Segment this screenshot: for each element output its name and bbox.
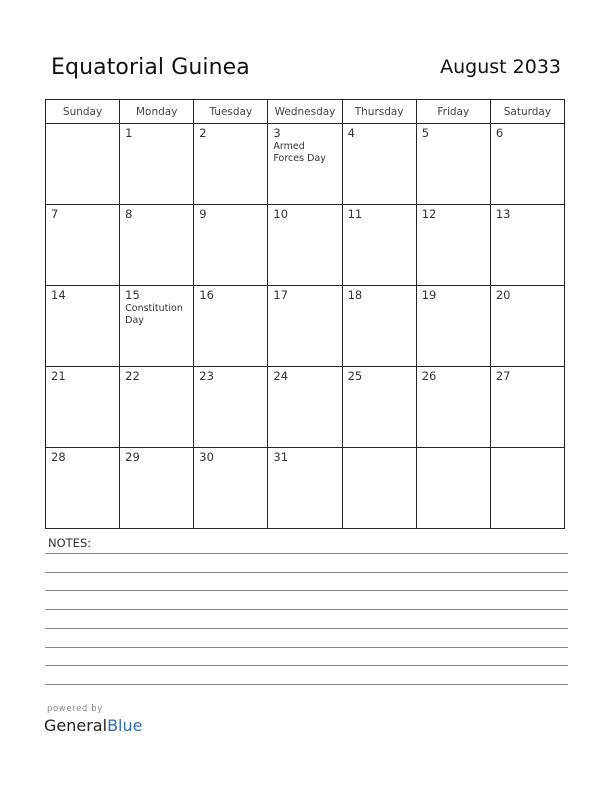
calendar-day-cell [194, 124, 268, 205]
calendar-day-cell [490, 286, 564, 367]
day-number: 23 [199, 369, 214, 383]
weekday-header-sunday: Sunday [46, 100, 120, 124]
day-number: 10 [273, 207, 289, 221]
calendar-day-cell [120, 448, 194, 529]
calendar-day-cell [342, 448, 416, 529]
day-number: 27 [495, 369, 511, 383]
day-number: 8 [125, 207, 133, 221]
calendar-month-title: August 2033 [440, 56, 561, 78]
calendar-country-title: Equatorial Guinea [51, 55, 250, 80]
holiday-label: Constitution Day [125, 303, 183, 326]
powered-by-text: powered by [47, 704, 103, 714]
calendar-day-cell [46, 205, 120, 286]
calendar-week-row [46, 286, 565, 367]
calendar-day-cell [416, 448, 490, 529]
notes-line [45, 647, 568, 648]
day-number: 24 [273, 369, 289, 383]
calendar-day-cell [268, 286, 342, 367]
calendar-day-cell [490, 367, 564, 448]
calendar-day-cell [120, 286, 194, 367]
calendar-week-row [46, 124, 565, 205]
day-number: 4 [347, 126, 355, 140]
day-number: 13 [495, 207, 511, 221]
day-number: 20 [495, 288, 511, 302]
day-number: 31 [273, 450, 289, 464]
day-number: 15 [125, 288, 140, 302]
day-number: 17 [273, 288, 289, 302]
calendar-day-cell [194, 286, 268, 367]
day-number: 26 [421, 369, 437, 383]
calendar-day-cell [46, 124, 120, 205]
weekday-header-saturday: Saturday [490, 100, 564, 124]
day-number: 9 [199, 207, 207, 221]
notes-line [45, 572, 568, 573]
notes-label: NOTES: [48, 536, 92, 550]
calendar-day-cell [120, 205, 194, 286]
day-number: 18 [347, 288, 363, 302]
holiday-label: Armed Forces Day [273, 141, 326, 164]
calendar-day-cell [194, 448, 268, 529]
calendar-day-cell [490, 448, 564, 529]
weekday-header-tuesday: Tuesday [194, 100, 268, 124]
calendar-day-cell [120, 367, 194, 448]
calendar-day-cell [416, 124, 490, 205]
calendar-day-cell [120, 124, 194, 205]
calendar-day-cell [46, 286, 120, 367]
calendar-day-cell [268, 448, 342, 529]
calendar-day-cell [268, 124, 342, 205]
day-number: 5 [421, 126, 430, 140]
calendar-day-cell [342, 124, 416, 205]
day-number: 16 [199, 288, 214, 302]
calendar-day-cell [194, 367, 268, 448]
generalblue-logo [44, 716, 142, 735]
day-number: 11 [347, 207, 363, 221]
calendar-body [46, 124, 565, 529]
day-number: 1 [125, 126, 133, 140]
notes-line [45, 628, 568, 629]
weekday-header-wednesday: Wednesday [268, 100, 342, 124]
calendar-day-cell [268, 367, 342, 448]
calendar-week-row [46, 367, 565, 448]
notes-line [45, 684, 568, 685]
day-number: 21 [51, 369, 66, 383]
calendar-day-cell [194, 205, 268, 286]
day-number: 30 [199, 450, 214, 464]
weekday-header-thursday: Thursday [342, 100, 416, 124]
day-number: 25 [347, 369, 363, 383]
day-number: 28 [51, 450, 66, 464]
calendar-day-cell [342, 205, 416, 286]
day-number: 12 [421, 207, 437, 221]
calendar-day-cell [268, 205, 342, 286]
calendar-day-cell [342, 286, 416, 367]
day-number: 3 [273, 126, 281, 140]
weekday-header-friday: Friday [416, 100, 490, 124]
notes-line [45, 609, 568, 610]
calendar-day-cell [416, 367, 490, 448]
weekday-header-monday: Monday [120, 100, 194, 124]
calendar-day-cell [46, 367, 120, 448]
calendar-week-row [46, 448, 565, 529]
day-number: 29 [125, 450, 140, 464]
notes-line [45, 553, 568, 554]
notes-line [45, 665, 568, 666]
brand-blue-text: Blue [107, 716, 143, 735]
day-number: 7 [51, 207, 59, 221]
day-number: 2 [199, 126, 207, 140]
calendar-day-cell [46, 448, 120, 529]
calendar-day-cell [416, 286, 490, 367]
weekday-header-row [46, 100, 565, 124]
day-number: 22 [125, 369, 140, 383]
month-calendar-grid [45, 99, 565, 529]
calendar-day-cell [416, 205, 490, 286]
calendar-day-cell [490, 124, 564, 205]
notes-line [45, 590, 568, 591]
day-number: 19 [421, 288, 437, 302]
calendar-day-cell [342, 367, 416, 448]
calendar-day-cell [490, 205, 564, 286]
day-number: 6 [495, 126, 504, 140]
day-number: 14 [51, 288, 66, 302]
calendar-week-row [46, 205, 565, 286]
brand-general-text: General [44, 716, 108, 735]
